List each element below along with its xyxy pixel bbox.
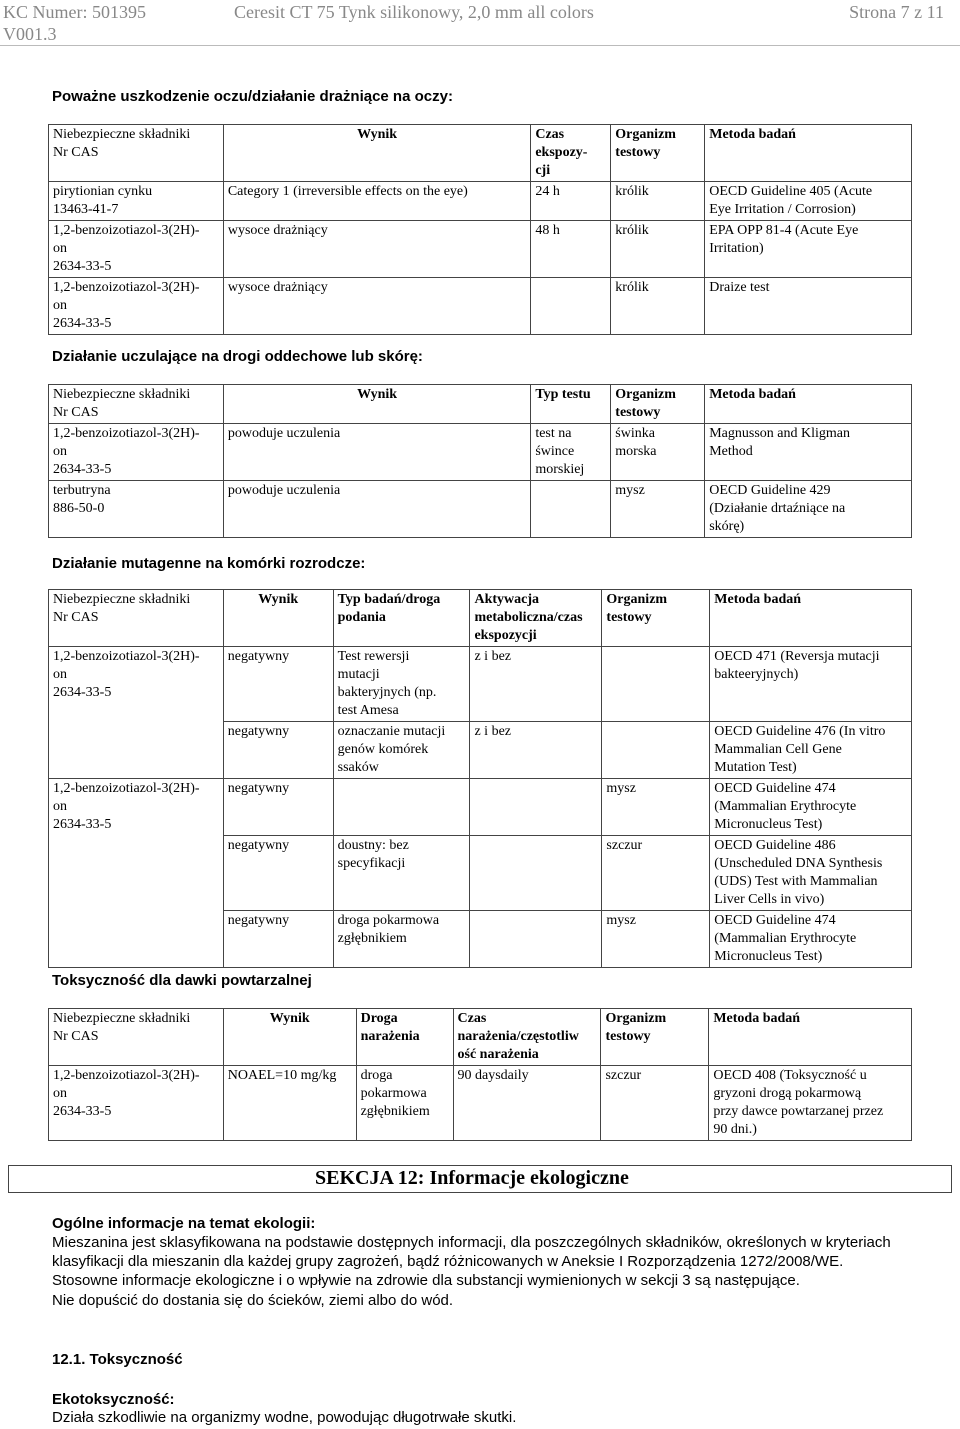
ingredient-name-2: on: [53, 298, 67, 313]
version: V001.3: [3, 24, 57, 44]
method-cell-2: (Działanie drtaźniące na: [709, 501, 846, 516]
ingredient-name: 1,2-benzoizotiazol-3(2H)-: [53, 223, 200, 238]
col-exposure-time-2: narażenia/częstotliw: [457, 1029, 579, 1044]
test-type-cell: oznaczanie mutacji: [337, 724, 446, 739]
repeat-dose-table: [48, 1008, 912, 1141]
ingredient-cas: 13463-41-7: [53, 202, 119, 217]
eye-table: [48, 124, 912, 335]
method-cell-4: Liver Cells in vivo): [714, 892, 825, 907]
toxicity-subheading: 12.1. Toksyczność: [52, 1351, 183, 1368]
test-type-cell: droga pokarmowa: [337, 913, 440, 928]
ingredient-name: pirytionian cynku: [53, 184, 153, 199]
col-organism-2: testowy: [605, 1029, 651, 1044]
table-header-row: [49, 385, 912, 424]
table-row: [49, 182, 912, 221]
section-12-title: SEKCJA 12: Informacje ekologiczne: [315, 1167, 629, 1189]
test-type-cell-3: bakteryjnych (np.: [337, 685, 437, 700]
repeat-dose-heading: Toksyczność dla dawki powtarzalnej: [52, 972, 312, 989]
method-cell-2: Eye Irritation / Corrosion): [709, 202, 856, 217]
method-cell-2: (Mammalian Erythrocyte: [714, 931, 857, 946]
col-cas: Nr CAS: [53, 610, 99, 625]
test-type-cell: Test rewersji: [337, 649, 410, 664]
method-cell-2: Method: [709, 444, 753, 459]
method-cell-3: Mutation Test): [714, 760, 797, 775]
col-result: Wynik: [258, 592, 299, 607]
col-cas: Nr CAS: [53, 145, 99, 160]
method-cell: OECD 408 (Toksyczność u: [713, 1068, 867, 1083]
time-cell: 24 h: [531, 182, 611, 221]
ecotoxicity-text: Działa szkodliwie na organizmy wodne, powodując długotrwałe skutki.: [52, 1409, 517, 1426]
activation-cell: [470, 911, 602, 968]
kc-number: KC Numer: 501395: [3, 2, 146, 22]
ingredient-name-2: on: [53, 444, 67, 459]
result-cell: wysoce drażniący: [223, 221, 531, 278]
ingredient-name: 1,2-benzoizotiazol-3(2H)-: [53, 781, 200, 796]
ecology-paragraph-line: klasyfikacji dla mieszanin dla każdej grupy zagrożeń, bądź różnicowanych w Aneksie I Rozporządzenia 1272/2008/WE.: [52, 1253, 844, 1270]
ecology-general-heading: Ogólne informacje na temat ekologii:: [52, 1215, 316, 1232]
method-cell-2: Irritation): [709, 241, 764, 256]
test-type-cell: test na: [535, 426, 572, 441]
method-cell-3: (UDS) Test with Mammalian: [714, 874, 878, 889]
mutagenicity-table: [48, 589, 912, 968]
method-cell: EPA OPP 81-4 (Acute Eye: [709, 223, 859, 238]
method-cell-3: Micronucleus Test): [714, 949, 823, 964]
ingredient-name-2: on: [53, 667, 67, 682]
ingredient-cas: 2634-33-5: [53, 316, 112, 331]
col-exposure-time-3: ość narażenia: [457, 1047, 539, 1062]
col-organism: Organizm: [615, 387, 676, 402]
table-row: [49, 481, 912, 538]
table-header-row: [49, 1009, 912, 1066]
organism-cell: królik: [611, 278, 705, 335]
ingredient-cas: 2634-33-5: [53, 462, 112, 477]
col-time-3: cji: [535, 163, 551, 178]
route-cell-3: zgłębnikiem: [360, 1104, 430, 1119]
sensitization-table: [48, 384, 912, 538]
organism-cell: [602, 647, 710, 722]
col-method: Metoda badań: [714, 592, 802, 607]
col-cas: Nr CAS: [53, 1029, 99, 1044]
test-type-cell: [333, 779, 470, 836]
ingredient-cas: 886-50-0: [53, 501, 105, 516]
ingredient-name-2: on: [53, 241, 67, 256]
ingredient-name-2: on: [53, 799, 67, 814]
test-type-cell-2: mutacji: [337, 667, 380, 682]
organism-cell: świnka: [615, 426, 655, 441]
organism-cell: szczur: [602, 836, 710, 911]
ingredient-name: 1,2-benzoizotiazol-3(2H)-: [53, 280, 200, 295]
col-test-type-2: podania: [337, 610, 386, 625]
method-cell: OECD Guideline 429: [709, 483, 831, 498]
table-header-row: [49, 590, 912, 647]
ecotoxicity-heading: Ekotoksyczność:: [52, 1391, 175, 1408]
time-cell: 48 h: [531, 221, 611, 278]
organism-cell: mysz: [602, 911, 710, 968]
result-cell: negatywny: [223, 836, 333, 911]
col-method: Metoda badań: [709, 387, 796, 402]
ingredient-name-2: on: [53, 1086, 67, 1101]
ingredient-cas: 2634-33-5: [53, 259, 112, 274]
time-cell: [531, 278, 611, 335]
method-cell: OECD Guideline 486: [714, 838, 836, 853]
col-ingredient: Niebezpieczne składniki: [53, 592, 191, 607]
col-cas: Nr CAS: [53, 405, 99, 420]
test-type-cell-4: test Amesa: [337, 703, 399, 718]
col-method: Metoda badań: [713, 1011, 801, 1026]
col-test-type: Typ testu: [535, 387, 591, 402]
method-cell: OECD Guideline 474: [714, 781, 836, 796]
activation-cell: [470, 836, 602, 911]
organism-cell: mysz: [602, 779, 710, 836]
method-cell-3: przy dawce powtarzanej przez: [713, 1104, 884, 1119]
result-cell: powoduje uczulenia: [223, 481, 531, 538]
ingredient-cas: 2634-33-5: [53, 817, 112, 832]
page-header: [0, 0, 960, 46]
method-cell-3: Micronucleus Test): [714, 817, 823, 832]
exposure-time-cell: 90 daysdaily: [453, 1066, 601, 1141]
ingredient-name: 1,2-benzoizotiazol-3(2H)-: [53, 426, 200, 441]
ingredient-name: 1,2-benzoizotiazol-3(2H)-: [53, 1068, 200, 1083]
organism-cell: mysz: [611, 481, 705, 538]
col-organism: Organizm: [615, 127, 676, 142]
col-organism: Organizm: [606, 592, 668, 607]
col-ingredient: Niebezpieczne składniki: [53, 1011, 191, 1026]
col-activation-2: metaboliczna/czas: [474, 610, 583, 625]
route-cell: droga: [360, 1068, 393, 1083]
col-activation-3: ekspozycji: [474, 628, 537, 643]
col-organism-2: testowy: [615, 405, 661, 420]
organism-cell: królik: [611, 182, 705, 221]
method-cell-2: bakteeryjnych): [714, 667, 799, 682]
col-organism-2: testowy: [606, 610, 652, 625]
ingredient-name: 1,2-benzoizotiazol-3(2H)-: [53, 649, 200, 664]
table-row: [49, 647, 912, 722]
col-route: Droga: [360, 1011, 398, 1026]
result-cell: negatywny: [223, 722, 333, 779]
organism-cell-2: morska: [615, 444, 657, 459]
method-cell: Magnusson and Kligman: [709, 426, 850, 441]
document-title: Ceresit CT 75 Tynk silikonowy, 2,0 mm all colors: [234, 2, 594, 22]
col-ingredient: Niebezpieczne składniki: [53, 387, 191, 402]
ecology-paragraph-line: Stosowne informacje ekologiczne i o wpływie na zdrowie dla substancji wymienionych w sekcji 3 są następujące.: [52, 1272, 800, 1289]
method-cell-2: Mammalian Cell Gene: [714, 742, 842, 757]
route-cell-2: pokarmowa: [360, 1086, 427, 1101]
col-result: Wynik: [357, 127, 398, 142]
organism-cell: szczur: [601, 1066, 709, 1141]
test-type-cell-3: ssaków: [337, 760, 379, 775]
col-organism-2: testowy: [615, 145, 661, 160]
col-ingredient: Niebezpieczne składniki: [53, 127, 191, 142]
ecology-paragraph-line: Nie dopuścić do dostania się do ścieków, ziemi albo do wód.: [52, 1292, 454, 1309]
table-row: [49, 424, 912, 481]
col-organism: Organizm: [605, 1011, 667, 1026]
organism-cell: [602, 722, 710, 779]
result-cell: negatywny: [223, 647, 333, 722]
method-cell-2: gryzoni drogą pokarmową: [713, 1086, 862, 1101]
method-cell-2: (Mammalian Erythrocyte: [714, 799, 857, 814]
col-method: Metoda badań: [709, 127, 796, 142]
method-cell: OECD Guideline 474: [714, 913, 836, 928]
col-result: Wynik: [357, 387, 398, 402]
ingredient-cas: 2634-33-5: [53, 1104, 112, 1119]
table-row: [49, 278, 912, 335]
activation-cell: [470, 779, 602, 836]
mutagenicity-heading: Działanie mutagenne na komórki rozrodcze:: [52, 555, 366, 572]
organism-cell: królik: [611, 221, 705, 278]
result-cell: wysoce drażniący: [223, 278, 531, 335]
test-type-cell: [531, 481, 611, 538]
sensitization-heading: Działanie uczulające na drogi oddechowe lub skórę:: [52, 348, 423, 365]
table-header-row: [49, 125, 912, 182]
method-cell-3: skórę): [709, 519, 745, 534]
col-result: Wynik: [269, 1011, 310, 1026]
ecology-paragraph-line: Mieszanina jest sklasyfikowana na podstawie dostępnych informacji, dla poszczególnych składników, określonych w kryteriach: [52, 1234, 891, 1251]
col-route-2: narażenia: [360, 1029, 420, 1044]
col-activation: Aktywacja: [474, 592, 540, 607]
table-row: [49, 779, 912, 836]
result-cell: negatywny: [223, 911, 333, 968]
test-type-cell: doustny: bez: [337, 838, 409, 853]
section-12-banner: [8, 1165, 952, 1193]
activation-cell: z i bez: [470, 647, 602, 722]
result-cell: negatywny: [223, 779, 333, 836]
test-type-cell-2: genów komórek: [337, 742, 429, 757]
col-test-type: Typ badań/droga: [337, 592, 441, 607]
result-cell: powoduje uczulenia: [223, 424, 531, 481]
result-cell: NOAEL=10 mg/kg: [223, 1066, 356, 1141]
activation-cell: z i bez: [470, 722, 602, 779]
page-number: Strona 7 z 11: [849, 2, 944, 22]
ingredient-name: terbutryna: [53, 483, 111, 498]
result-cell: Category 1 (irreversible effects on the eye): [223, 182, 531, 221]
test-type-cell-2: śwince: [535, 444, 575, 459]
method-cell: OECD Guideline 405 (Acute: [709, 184, 873, 199]
test-type-cell-2: specyfikacji: [337, 856, 406, 871]
col-exposure-time: Czas: [457, 1011, 487, 1026]
ingredient-cas: 2634-33-5: [53, 685, 112, 700]
eye-heading: Poważne uszkodzenie oczu/działanie drażniące na oczy:: [52, 88, 453, 105]
col-time: Czas: [535, 127, 565, 142]
method-cell-2: (Unscheduled DNA Synthesis: [714, 856, 883, 871]
table-row: [49, 221, 912, 278]
method-cell-4: 90 dni.): [713, 1122, 757, 1137]
method-cell: OECD 471 (Reversja mutacji: [714, 649, 880, 664]
table-row: [49, 1066, 912, 1141]
test-type-cell-2: zgłębnikiem: [337, 931, 407, 946]
test-type-cell-3: morskiej: [535, 462, 585, 477]
method-cell: OECD Guideline 476 (In vitro: [714, 724, 886, 739]
method-cell: Draize test: [705, 278, 912, 335]
col-time-2: ekspozy-: [535, 145, 588, 160]
